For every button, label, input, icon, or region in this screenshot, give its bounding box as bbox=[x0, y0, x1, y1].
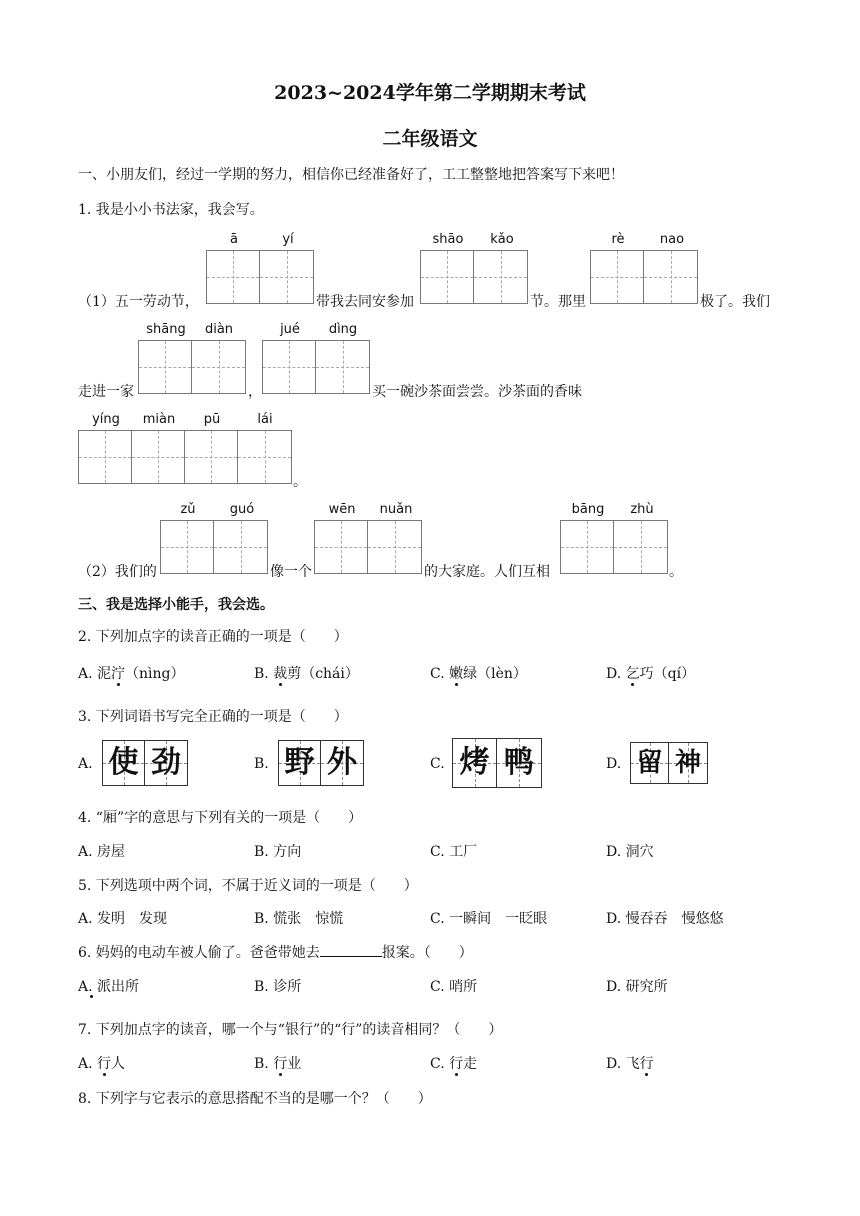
q7-option-b[interactable]: B. 行业 bbox=[254, 1056, 302, 1072]
q1-line1-text: 极了。我们 bbox=[700, 294, 770, 310]
answer-blank[interactable] bbox=[320, 944, 382, 957]
writing-grid-ying-mian-pu-lai[interactable] bbox=[78, 430, 292, 484]
emphasis-dot bbox=[90, 995, 93, 998]
q6-stem: 6. 妈妈的电动车被人偷了。爸爸带她去 报案。（ ） bbox=[78, 945, 473, 961]
pinyin-label: zǔ bbox=[180, 502, 196, 517]
writing-grid-shao-kao[interactable] bbox=[420, 250, 528, 304]
writing-grid-wen-nuan[interactable] bbox=[314, 520, 422, 574]
q2-option-c[interactable]: C. 嫩绿（lèn） bbox=[430, 666, 527, 682]
q8-stem: 8. 下列字与它表示的意思搭配不当的是哪一个？（ ） bbox=[78, 1091, 432, 1107]
exam-title: 2023~2024学年第二学期期末考试 bbox=[274, 82, 586, 104]
pinyin-label: ā bbox=[230, 232, 238, 247]
q2-option-d[interactable]: D. 乞巧（qí） bbox=[606, 666, 696, 682]
q1-line1-text: 带我去同安参加 bbox=[316, 294, 414, 310]
q1-line4-text: 的大家庭。人们互相 bbox=[424, 564, 550, 580]
q1-line2-text: 买一碗沙茶面尝尝。沙茶面的香味 bbox=[372, 384, 582, 400]
q1-line2-text: 走进一家 bbox=[78, 384, 134, 400]
q4-option-a[interactable]: A. 房屋 bbox=[78, 844, 126, 860]
q3-option-c-label[interactable]: C. bbox=[430, 756, 445, 772]
q3-option-c-word[interactable]: 烤 鸭 bbox=[452, 738, 542, 788]
pinyin-label: miàn bbox=[142, 412, 176, 427]
pinyin-label: dìng bbox=[328, 322, 358, 337]
pinyin-label: shāng bbox=[146, 322, 186, 337]
q6-option-b[interactable]: B. 诊所 bbox=[254, 979, 302, 995]
q1-line4-text: 像一个 bbox=[270, 564, 312, 580]
writing-grid-jue-ding[interactable] bbox=[262, 340, 370, 394]
q6-option-c[interactable]: C. 哨所 bbox=[430, 979, 478, 995]
q6-option-d[interactable]: D. 研究所 bbox=[606, 979, 668, 995]
exam-subtitle: 二年级语文 bbox=[382, 128, 478, 150]
pinyin-label: rè bbox=[611, 232, 625, 247]
pinyin-label: bāng bbox=[571, 502, 605, 517]
q2-stem: 2. 下列加点字的读音正确的一项是（ ） bbox=[78, 629, 348, 645]
q4-option-b[interactable]: B. 方向 bbox=[254, 844, 302, 860]
q4-option-d[interactable]: D. 洞穴 bbox=[606, 844, 654, 860]
q1-line4-text: 。 bbox=[669, 564, 683, 580]
q7-option-d[interactable]: D. 飞行 bbox=[606, 1056, 654, 1072]
pinyin-label: diàn bbox=[204, 322, 234, 337]
q6-option-a[interactable]: A. 派出所 bbox=[78, 979, 140, 995]
pinyin-label: jué bbox=[280, 322, 300, 337]
writing-grid-shang-dian[interactable] bbox=[138, 340, 246, 394]
q5-option-c[interactable]: C. 一瞬间 一眨眼 bbox=[430, 911, 548, 927]
q3-option-a-label[interactable]: A. bbox=[78, 756, 93, 772]
q7-option-a[interactable]: A. 行人 bbox=[78, 1056, 126, 1072]
q2-option-b[interactable]: B. 裁剪（chái） bbox=[254, 666, 359, 682]
q1-line1-text: 节。那里 bbox=[530, 294, 586, 310]
q1-line2-text: ， bbox=[248, 384, 262, 400]
pinyin-label: shāo bbox=[432, 232, 464, 247]
pinyin-label: kǎo bbox=[490, 232, 514, 247]
section-one-intro: 一、小朋友们，经过一学期的努力，相信你已经准备好了，工工整整地把答案写下来吧！ bbox=[78, 167, 624, 183]
pinyin-label: zhù bbox=[630, 502, 654, 517]
q3-option-a-word[interactable]: 使 劲 bbox=[102, 740, 188, 786]
pinyin-label: yíng bbox=[92, 412, 120, 427]
pinyin-label: yí bbox=[282, 232, 294, 247]
q2-option-a[interactable]: A. 泥泞（nìng） bbox=[78, 666, 185, 682]
writing-grid-a-yi[interactable] bbox=[206, 250, 314, 304]
pinyin-label: wēn bbox=[328, 502, 356, 517]
q7-option-c[interactable]: C. 行走 bbox=[430, 1056, 478, 1072]
q1-heading: 1. 我是小小书法家，我会写。 bbox=[78, 202, 264, 218]
pinyin-label: nao bbox=[659, 232, 685, 247]
pinyin-label: nuǎn bbox=[379, 502, 413, 517]
writing-grid-re-nao[interactable] bbox=[590, 250, 698, 304]
section-three-heading: 三、我是选择小能手，我会选。 bbox=[78, 597, 274, 613]
q3-stem: 3. 下列词语书写完全正确的一项是（ ） bbox=[78, 709, 348, 725]
pinyin-label: guó bbox=[229, 502, 255, 517]
q3-option-d-label[interactable]: D. bbox=[606, 756, 622, 772]
q3-option-b-label[interactable]: B. bbox=[254, 756, 269, 772]
pinyin-label: pū bbox=[203, 412, 221, 427]
q5-option-d[interactable]: D. 慢吞吞 慢悠悠 bbox=[606, 911, 724, 927]
q3-option-b-word[interactable]: 野 外 bbox=[278, 740, 364, 786]
q7-stem: 7. 下列加点字的读音，哪一个与“银行”的“行”的读音相同？（ ） bbox=[78, 1022, 503, 1038]
q5-option-b[interactable]: B. 慌张 惊慌 bbox=[254, 911, 344, 927]
q1-line1-text: （1）五一劳动节， bbox=[78, 294, 199, 310]
q4-stem: 4. “厢”字的意思与下列有关的一项是（ ） bbox=[78, 810, 363, 826]
writing-grid-zu-guo[interactable] bbox=[160, 520, 268, 574]
q1-line4-text: （2）我们的 bbox=[78, 564, 157, 580]
q3-option-d-word[interactable]: 留 神 bbox=[630, 742, 708, 784]
writing-grid-bang-zhu[interactable] bbox=[560, 520, 668, 574]
q5-stem: 5. 下列选项中两个词，不属于近义词的一项是（ ） bbox=[78, 878, 418, 894]
q1-line3-text: 。 bbox=[293, 474, 307, 490]
q5-option-a[interactable]: A. 发明 发现 bbox=[78, 911, 168, 927]
q4-option-c[interactable]: C. 工厂 bbox=[430, 844, 478, 860]
pinyin-label: lái bbox=[257, 412, 273, 427]
